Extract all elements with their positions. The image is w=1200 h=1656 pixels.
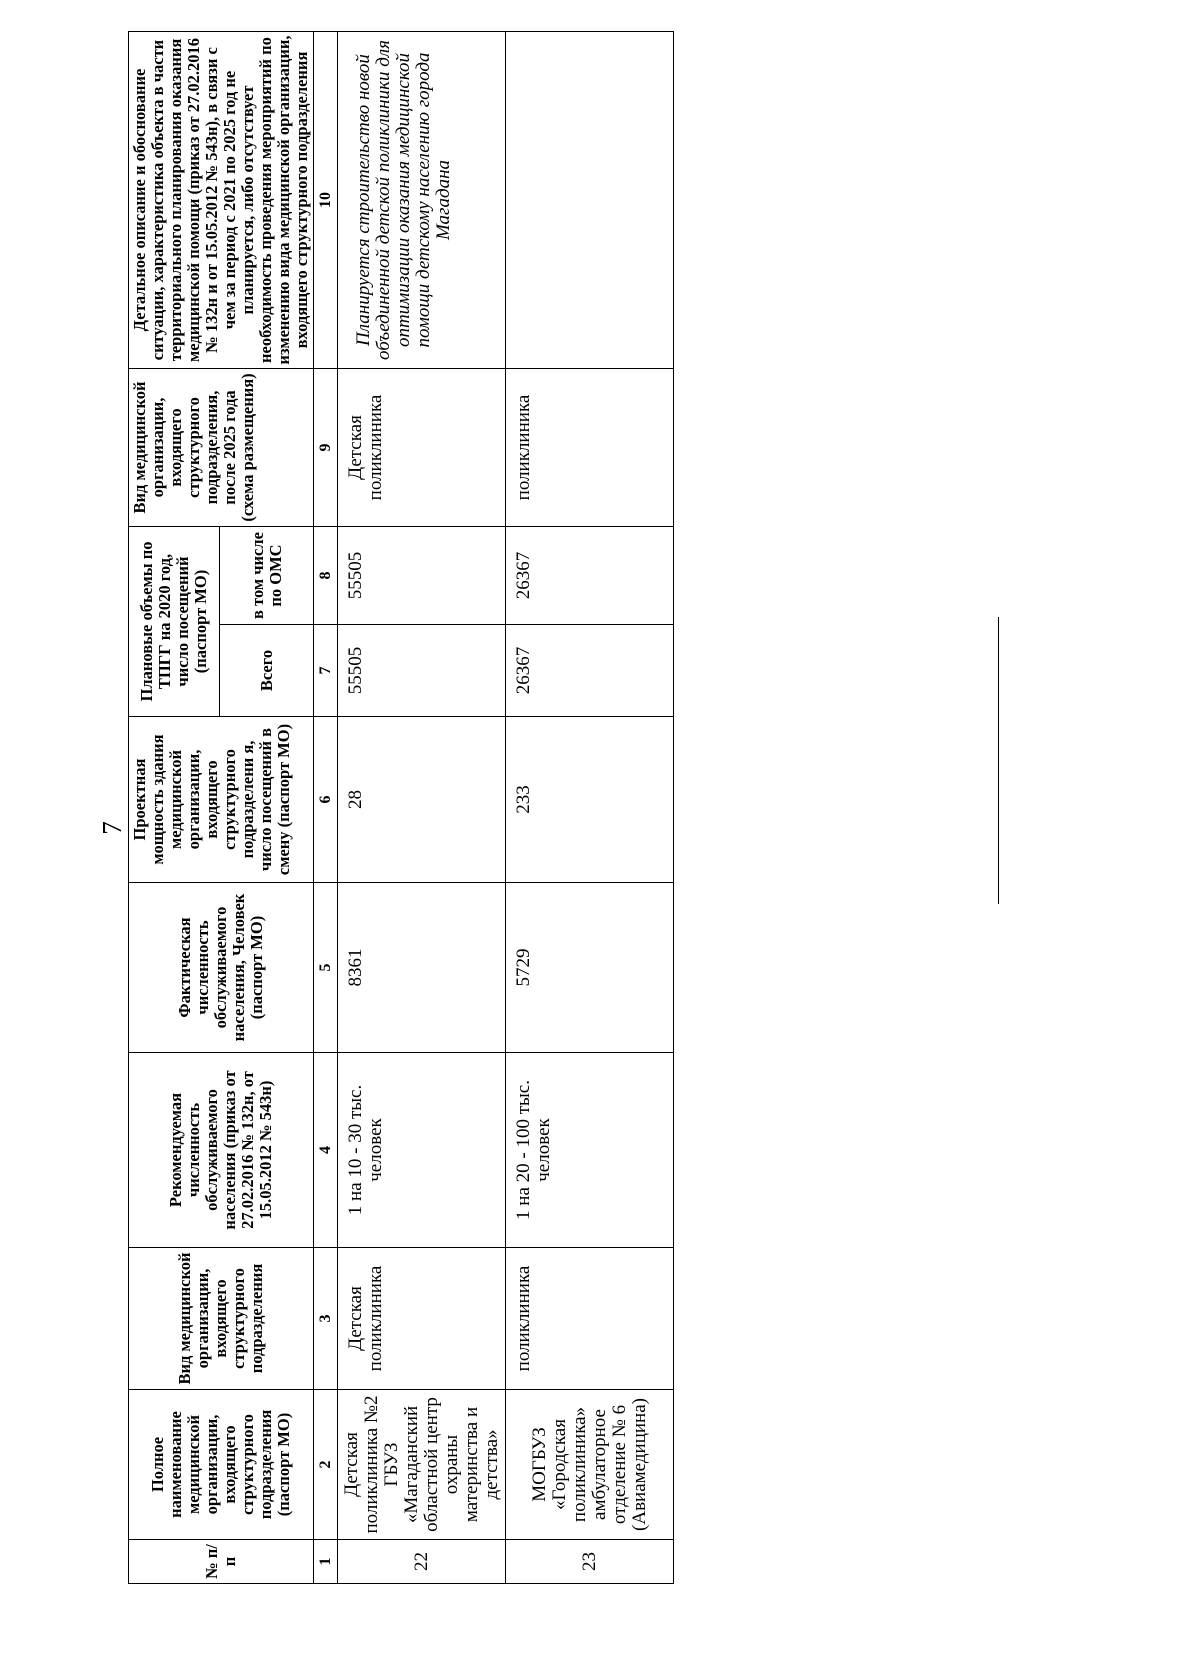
- column-number: 1: [314, 1540, 338, 1584]
- header-capacity: Проектная мощность здания медицинской организации, входящего структурного подразделени я, число посещений в смену (паспорт МО): [129, 717, 314, 883]
- header-recommended: Рекомендуемая численность обслуживаемого населения (приказ от 27.02.2016 № 132н, от 15.05.2012 № 543н): [129, 1053, 314, 1248]
- header-planned-oms: в том числе по ОМС: [220, 527, 314, 625]
- column-number: 5: [314, 883, 338, 1053]
- header-description: Детальное описание и обоснование ситуации, характеристика объекта в части территориального планирования оказания медицинской помощи (приказ от 27.02.2016 № 132н и от 15.05.2012 № 543н), в связи с чем за период с 2021 по 2025 год не планируется, либо отсутствует необходимость проведения мероприятий по изменению вида медицинской организации, входящего структурного подразделения: [129, 32, 314, 369]
- organization-type-after-2025: Детская поликлиника: [338, 369, 506, 527]
- row-number: 22: [338, 1540, 506, 1584]
- actual-population: 5729: [506, 883, 674, 1053]
- column-number: 8: [314, 527, 338, 625]
- organization-type: Детская поликлиника: [338, 1248, 506, 1390]
- header-planned: Плановые объемы по ТПГГ на 2020 год, число посещений (паспорт МО): [129, 527, 220, 717]
- column-number: 9: [314, 369, 338, 527]
- header-type: Вид медицинской организации, входящего структурного подразделения: [129, 1248, 314, 1390]
- column-number: 7: [314, 625, 338, 717]
- planning-table: [128, 31, 674, 1584]
- organization-type: поликлиника: [506, 1248, 674, 1390]
- column-number: 10: [314, 32, 338, 369]
- actual-population: 8361: [338, 883, 506, 1053]
- row-number: 23: [506, 1540, 674, 1584]
- description: Планируется строительство новой объединенной детской поликлиники для оптимизации оказания медицинской помощи детскому населению города Магадана: [338, 32, 506, 369]
- organization-type-after-2025: поликлиника: [506, 369, 674, 527]
- organization-name: МОГБУЗ «Городская поликлиника» амбулаторное отделение № 6 (Авиамедицина): [506, 1390, 674, 1540]
- header-no: № п/п: [129, 1540, 314, 1584]
- design-capacity: 233: [506, 717, 674, 883]
- header-full-name: Полное наименование медицинской организации, входящего структурного подразделения (паспорт МО): [129, 1390, 314, 1540]
- planned-visits-total: 55505: [338, 625, 506, 717]
- organization-name: Детская поликлиника №2 ГБУЗ «Магаданский областной центр охраны материнства и детства»: [338, 1390, 506, 1540]
- planned-visits-oms: 26367: [506, 527, 674, 625]
- table-row: [338, 32, 506, 1584]
- description: [506, 32, 674, 369]
- recommended-population: 1 на 10 - 30 тыс. человек: [338, 1053, 506, 1248]
- table-row: [506, 32, 674, 1584]
- column-number: 3: [314, 1248, 338, 1390]
- column-number: 2: [314, 1390, 338, 1540]
- design-capacity: 28: [338, 717, 506, 883]
- column-number: 6: [314, 717, 338, 883]
- planned-visits-oms: 55505: [338, 527, 506, 625]
- recommended-population: 1 на 20 - 100 тыс. человек: [506, 1053, 674, 1248]
- header-actual: Фактическая численность обслуживаемого населения, Человек (паспорт МО): [129, 883, 314, 1053]
- header-type-after-2025: Вид медицинской организации, входящего структурного подразделения, после 2025 года (схема размещения): [129, 369, 314, 527]
- closing-rule: [998, 617, 999, 904]
- column-number: 4: [314, 1053, 338, 1248]
- header-planned-total: Всего: [220, 625, 314, 717]
- planned-visits-total: 26367: [506, 625, 674, 717]
- page-number: 7: [97, 821, 127, 835]
